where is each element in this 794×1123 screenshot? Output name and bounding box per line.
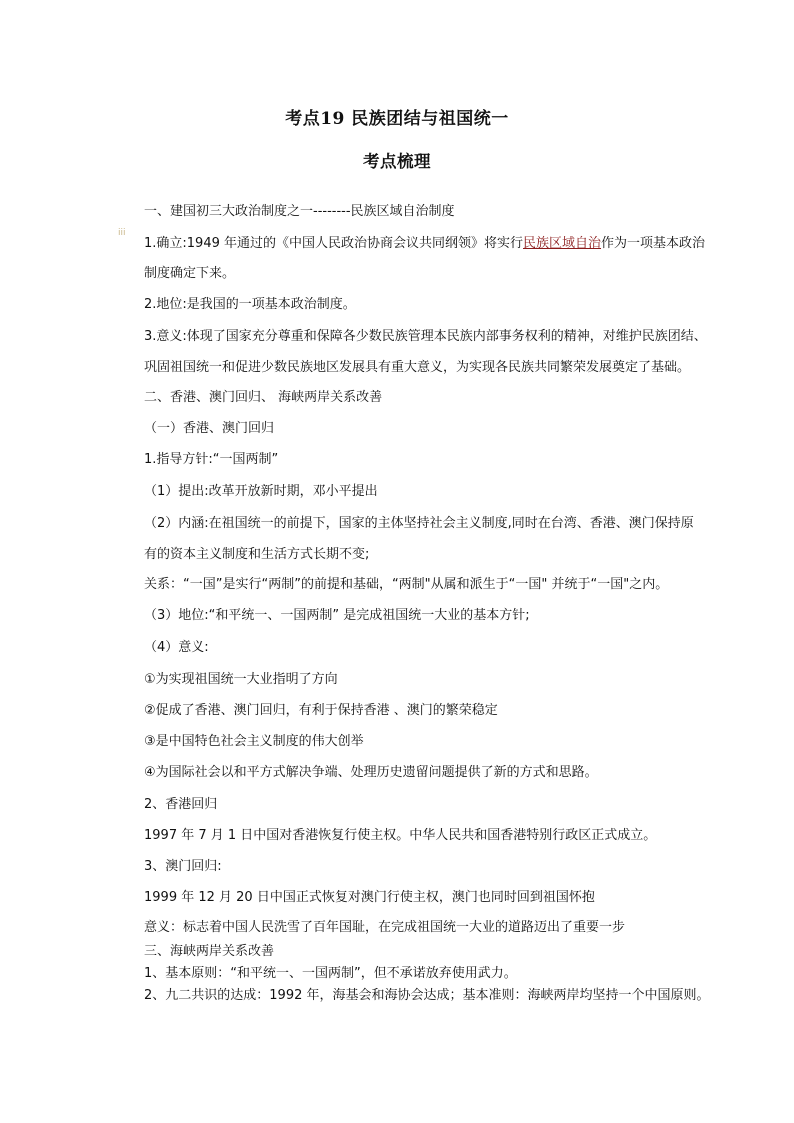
paragraph-line: 2.地位:是我国的一项基本政治制度。	[144, 297, 356, 312]
paragraph-line: （2）内涵:在祖国统一的前提下，国家的主体坚持社会主义制度,同时在台湾、香港、澳门保持原	[144, 516, 694, 531]
page-title: 考点19 民族团结与祖国统一	[285, 109, 509, 129]
subheading: （一）香港、澳门回归	[144, 421, 275, 436]
list-item: ④为国际社会以和平方式解决争端、处理历史遗留问题提供了新的方式和思路。	[144, 765, 598, 780]
paragraph-line: 1999 年 12 月 20 日中国正式恢复对澳门行使主权，澳门也同时回到祖国怀抱	[144, 890, 595, 905]
list-item: ②促成了香港、澳门回归，有利于保持香港 、澳门的繁荣稳定	[144, 703, 498, 718]
list-item: ①为实现祖国统一大业指明了方向	[144, 672, 338, 687]
heading-3: 三、海峡两岸关系改善	[144, 944, 275, 959]
paragraph-line: 3.意义:体现了国家充分尊重和保障各少数民族管理本民族内部事务权利的精神，对维护民族团结、	[144, 329, 707, 344]
heading-1: 一、建国初三大政治制度之一--------民族区域自治制度	[144, 204, 455, 219]
text-span: 1.确立:1949 年通过的《中国人民政治协商会议共同纲领》将实行	[144, 236, 523, 251]
paragraph-line: （3）地位:“和平统一、一国两制” 是完成祖国统一大业的基本方针;	[144, 608, 530, 623]
paragraph-line: 巩固祖国统一和促进少数民族地区发展具有重大意义，为实现各民族共同繁荣发展奠定了基础。	[144, 360, 691, 375]
paragraph-line: 1、基本原则：“和平统一、一国两制”，但不承诺放弃使用武力。	[144, 966, 517, 981]
list-item: ③是中国特色社会主义制度的伟大创举	[144, 734, 364, 749]
paragraph-line: 1.指导方针:“一国两制”	[144, 452, 279, 467]
subheading: 3、澳门回归:	[144, 859, 222, 874]
section-heading: 考点梳理	[363, 152, 431, 171]
heading-2: 二、香港、澳门回归、 海峡两岸关系改善	[144, 390, 383, 405]
text-span: 作为一项基本政治	[601, 236, 706, 251]
paragraph-line: 有的资本主义制度和生活方式长期不变;	[144, 547, 370, 562]
subheading: 2、香港回归	[144, 797, 218, 812]
paragraph-line: 意义：标志着中国人民洗雪了百年国耻，在完成祖国统一大业的道路迈出了重要一步	[144, 920, 626, 935]
paragraph-line: （4）意义:	[144, 640, 209, 655]
paragraph-line: 2、九二共识的达成：1992 年，海基会和海协会达成；基本准则：海峡两岸均坚持一个中国原则。	[144, 988, 710, 1003]
paragraph-line	[144, 236, 744, 252]
margin-mark: iii	[118, 228, 126, 238]
paragraph-line: 1997 年 7 月 1 日中国对香港恢复行使主权。中华人民共和国香港特别行政区正式成立。	[144, 828, 657, 843]
paragraph-line: （1）提出:改革开放新时期，邓小平提出	[144, 484, 378, 499]
paragraph-line: 制度确定下来。	[144, 266, 236, 281]
paragraph-line: 关系：“一国”是实行“两制”的前提和基础，“两制"从属和派生于“一国" 并统于“一国"之内。	[144, 577, 669, 592]
inline-link[interactable]: 民族区域自治	[523, 236, 602, 251]
